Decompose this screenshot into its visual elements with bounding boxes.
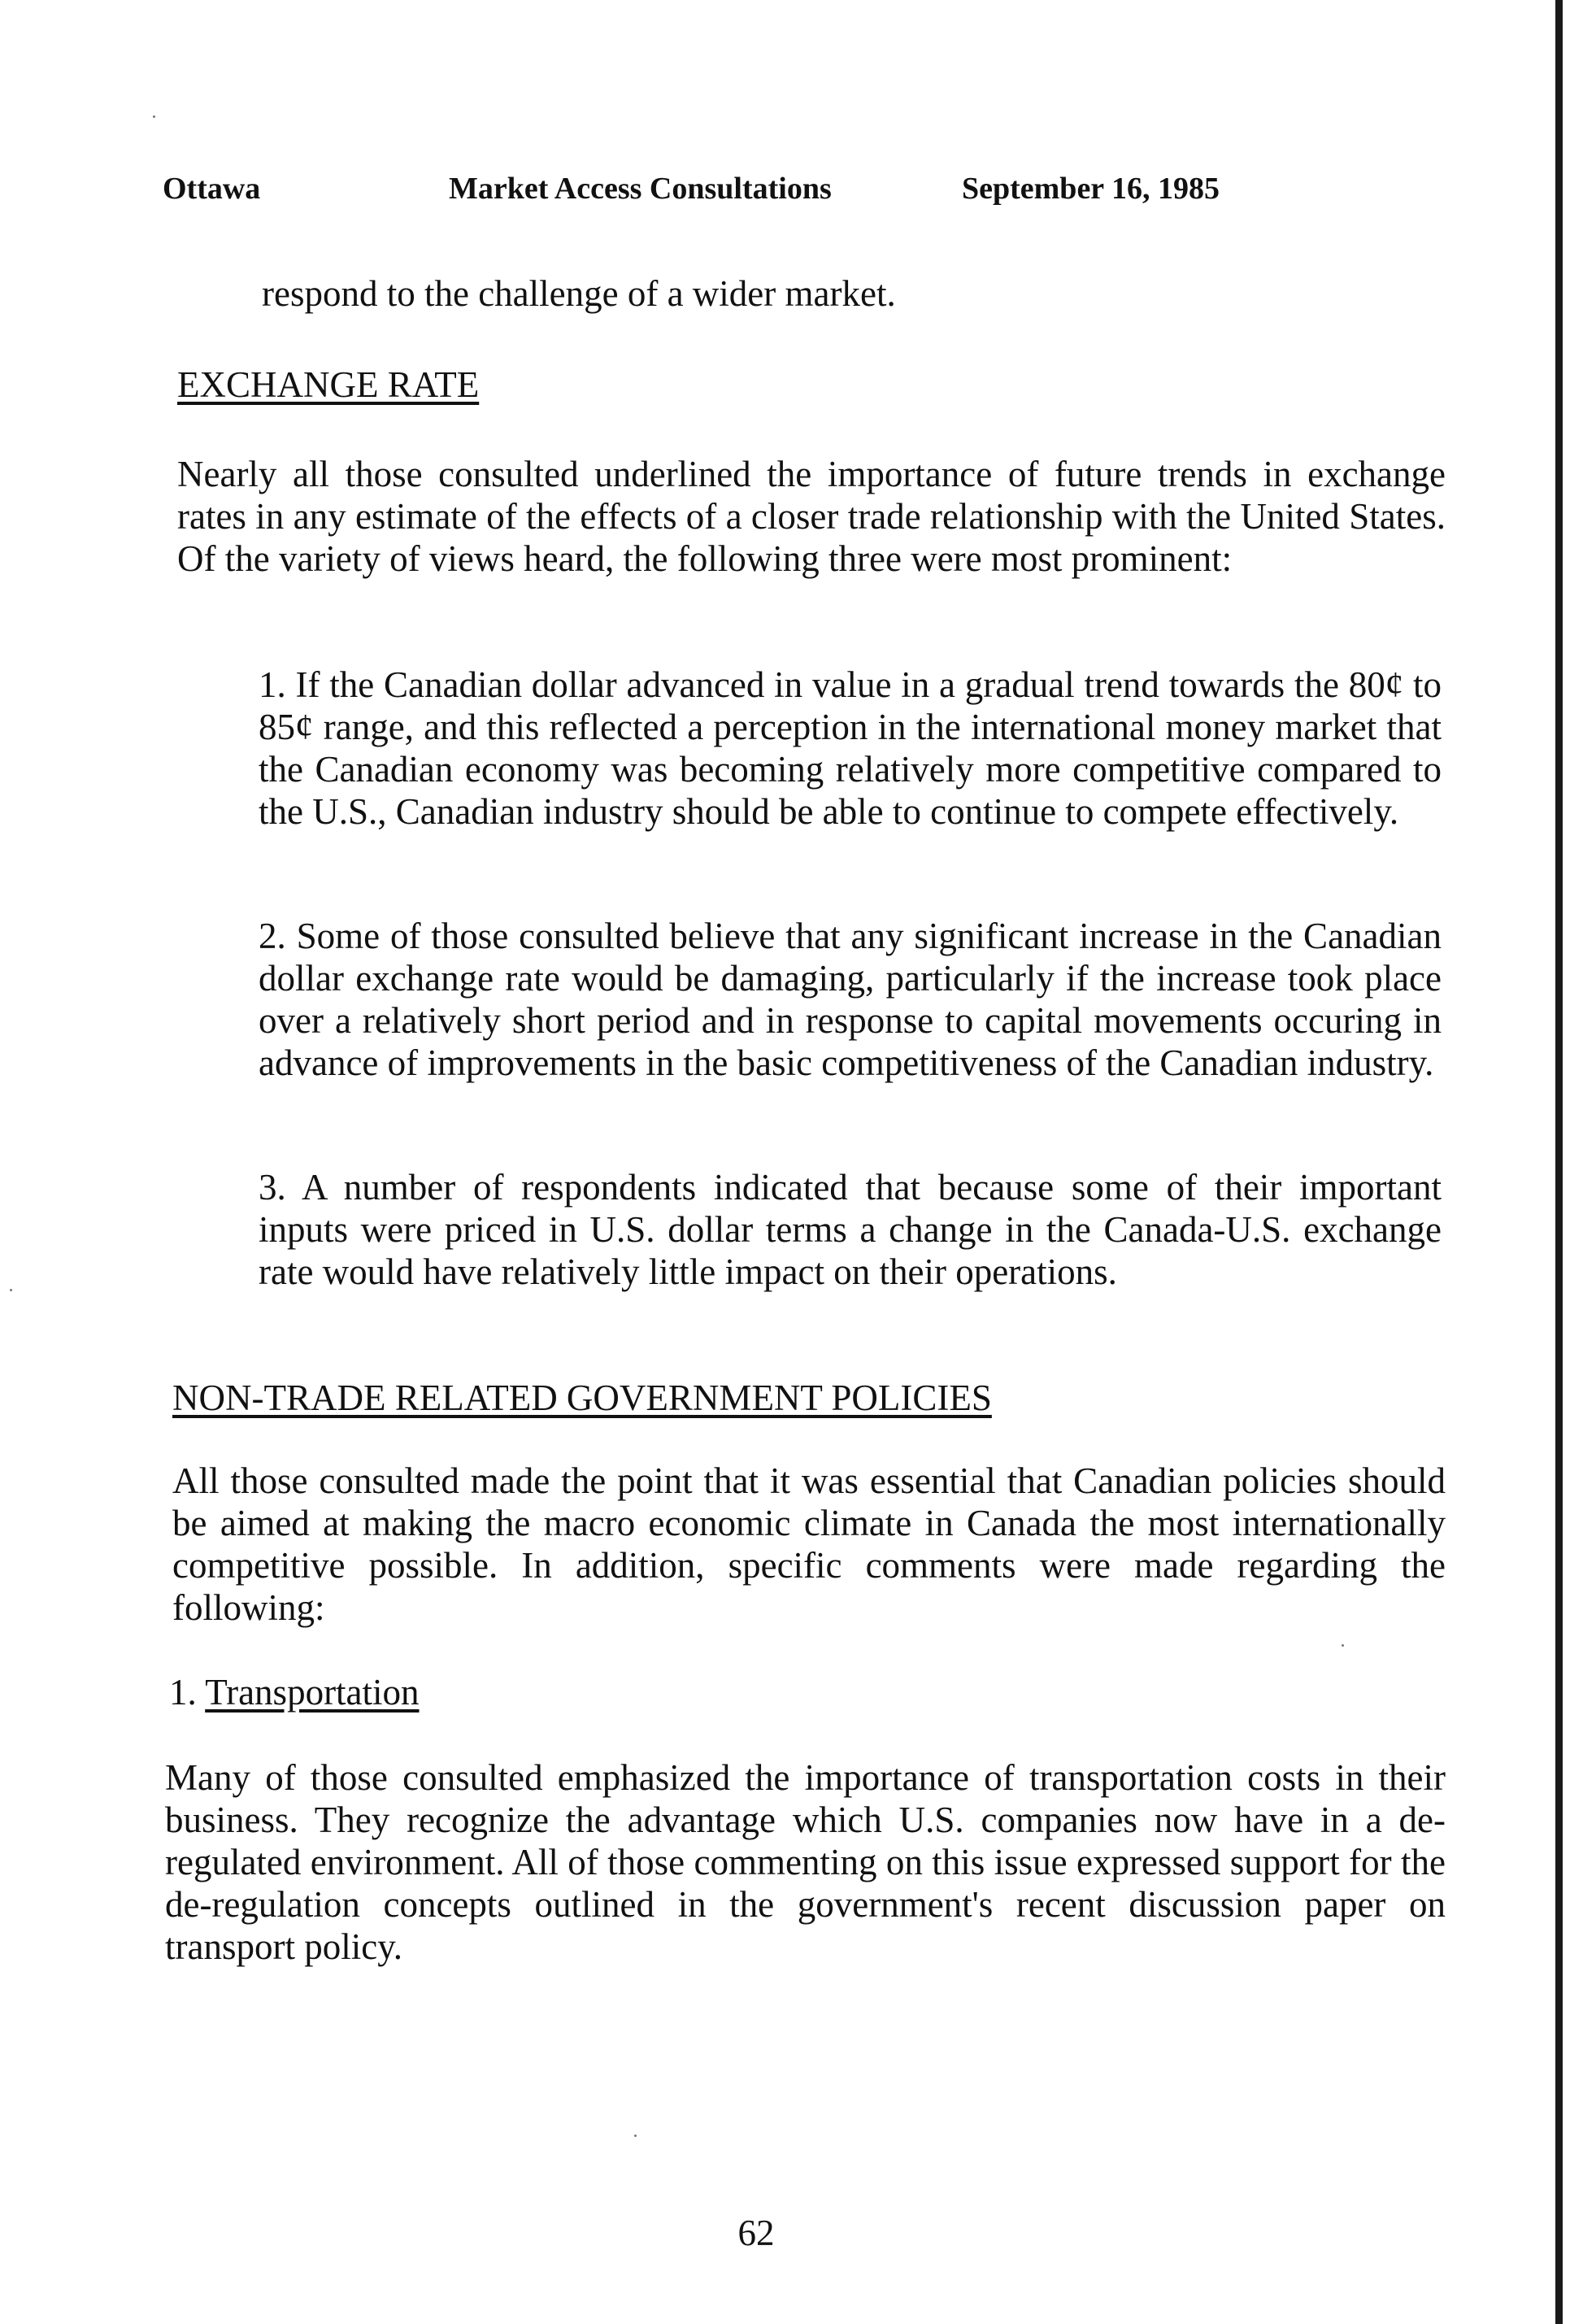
page-number: 62 xyxy=(737,2213,775,2253)
non-trade-policies-intro: All those consulted made the point that it was essential that Canadian policies should be aimed at making the macro economic climate in Canada the most internationally competitive possible. In addition, specific comments were made regarding the following: xyxy=(172,1460,1446,1628)
exchange-rate-intro: Nearly all those consulted underlined the importance of future trends in exchange rates in any estimate of the effects of a closer trade relationship with the United States. Of the variety of views heard, the following three were most prominent: xyxy=(177,454,1446,579)
header-date: September 16, 1985 xyxy=(962,172,1220,206)
transportation-subheading xyxy=(169,1671,420,1713)
exchange-rate-heading: EXCHANGE RATE xyxy=(177,364,480,405)
transportation-title: Transportation xyxy=(205,1672,420,1713)
scan-speck xyxy=(10,1289,12,1291)
header-location: Ottawa xyxy=(163,172,261,206)
intro-continuation: respond to the challenge of a wider market. xyxy=(262,273,896,314)
exchange-rate-item-3: 3. A number of respondents indicated that because some of their important inputs were priced in U.S. dollar terms a change in the Canada-U.S. exchange rate would have relatively little impact on their operations. xyxy=(259,1167,1442,1292)
non-trade-policies-heading: NON-TRADE RELATED GOVERNMENT POLICIES xyxy=(172,1377,992,1418)
right-edge-rule xyxy=(1555,0,1563,2324)
exchange-rate-item-2: 2. Some of those consulted believe that any significant increase in the Canadian dollar exchange rate would be damaging, particularly if the increase took place over a relatively short period and in response to capital movements occuring in advance of improvements in the basic competitiveness of the Canadian industry. xyxy=(259,916,1442,1083)
transportation-paragraph: Many of those consulted emphasized the importance of transportation costs in their business. They recognize the advantage which U.S. companies now have in a de-regulated environment. All of those commenting on this issue expressed support for the de-regulation concepts outlined in the government's recent discussion paper on transport policy. xyxy=(165,1757,1446,1967)
header-title: Market Access Consultations xyxy=(449,172,832,206)
scan-speck xyxy=(153,115,155,118)
exchange-rate-item-1: 1. If the Canadian dollar advanced in value in a gradual trend towards the 80¢ to 85¢ range, and this reflected a perception in the international money market that the Canadian economy was becoming relatively more competitive compared to the U.S., Canadian industry should be able to continue to compete effectively. xyxy=(259,664,1442,832)
transportation-number: 1. xyxy=(169,1672,197,1713)
scan-speck xyxy=(1342,1644,1344,1647)
scan-speck xyxy=(634,2135,637,2137)
page-header xyxy=(0,171,1583,211)
